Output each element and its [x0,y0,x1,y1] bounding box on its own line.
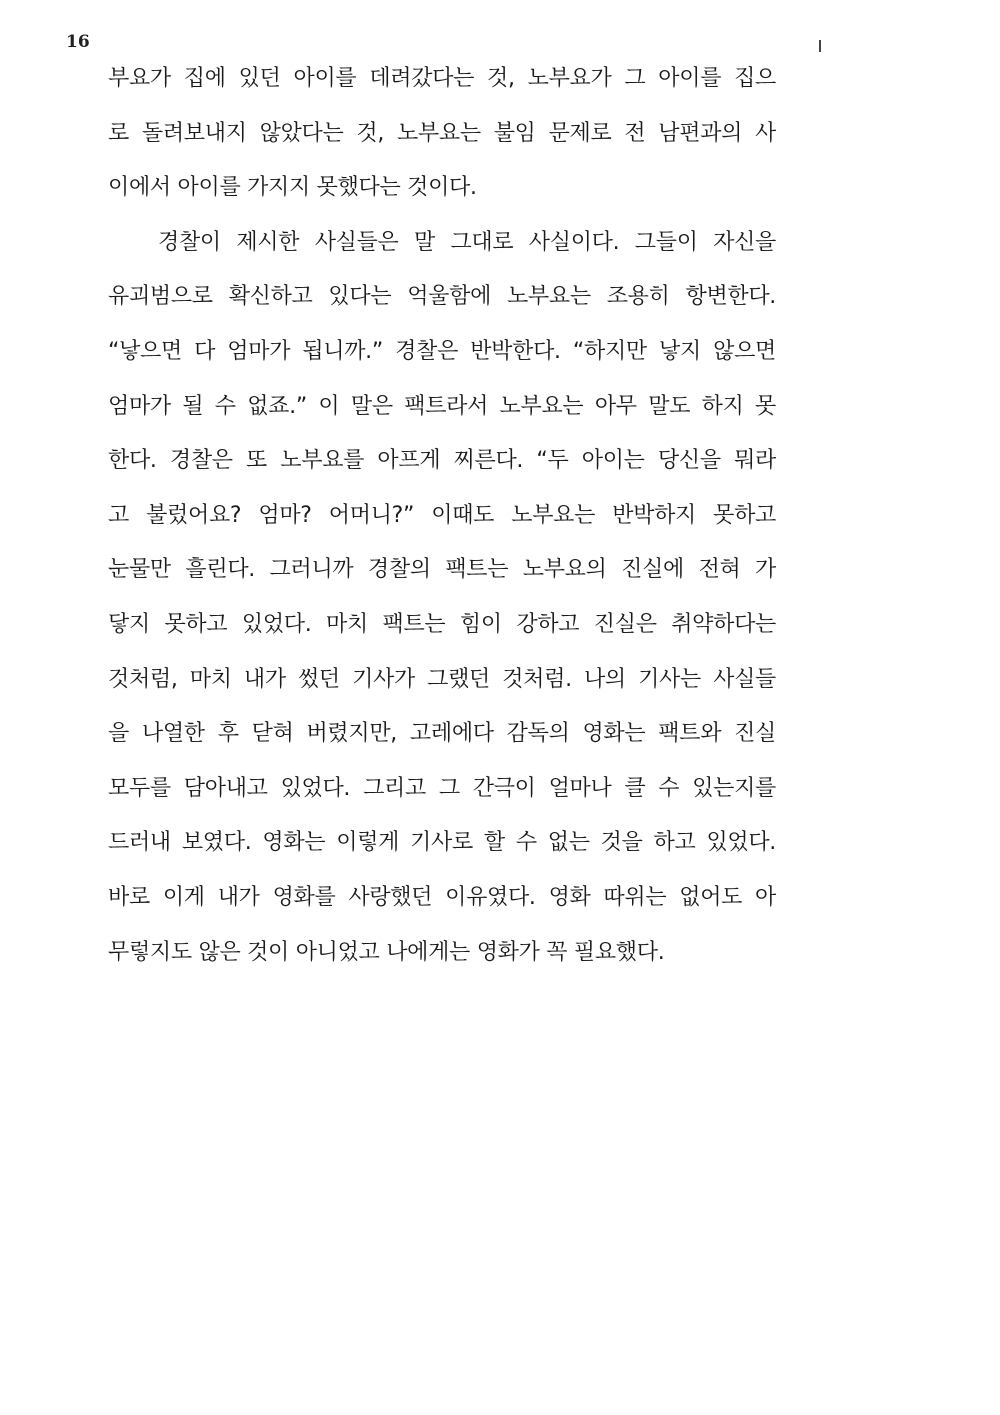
body-text [108,52,776,980]
text-line: 눈물만 흘린다. 그러니까 경찰의 팩트는 노부요의 진실에 전혀 가 [108,557,776,583]
corner-mark [819,40,821,52]
text-line: 로 돌려보내지 않았다는 것, 노부요는 불임 문제로 전 남편과의 사 [108,120,776,146]
text-line: 을 나열한 후 닫혀 버렸지만, 고레에다 감독의 영화는 팩트와 진실 [108,721,776,747]
text-line: 부요가 집에 있던 아이를 데려갔다는 것, 노부요가 그 아이를 집으 [108,66,776,91]
text-line: 한다. 경찰은 또 노부요를 아프게 찌른다. “두 아이는 당신을 뭐라 [108,448,776,474]
text-line: 드러내 보였다. 영화는 이렇게 기사로 할 수 없는 것을 하고 있었다. [108,830,776,856]
text-line: 모두를 담아내고 있었다. 그리고 그 간극이 얼마나 클 수 있는지를 [108,775,776,801]
text-line: 이에서 아이를 가지지 못했다는 것이다. [108,175,477,201]
text-line: 닿지 못하고 있었다. 마치 팩트는 힘이 강하고 진실은 취약하다는 [108,611,776,637]
text-line: 무렇지도 않은 것이 아니었고 나에게는 영화가 꼭 필요했다. [108,939,665,965]
paragraph-start-line: 경찰이 제시한 사실들은 말 그대로 사실이다. 그들이 자신을 [158,229,776,255]
text-line: 것처럼, 마치 내가 썼던 기사가 그랬던 것처럼. 나의 기사는 사실들 [108,666,776,692]
page-number: 16 [66,32,90,52]
text-line: 고 불렀어요? 엄마? 어머니?” 이때도 노부요는 반박하지 못하고 [108,502,776,528]
text-line: 유괴범으로 확신하고 있다는 억울함에 노부요는 조용히 항변한다. [108,284,776,310]
text-line: “낳으면 다 엄마가 됩니까.” 경찰은 반박한다. “하지만 낳지 않으면 [108,338,776,364]
text-line: 엄마가 될 수 없죠.” 이 말은 팩트라서 노부요는 아무 말도 하지 못 [108,393,776,419]
text-line: 바로 이게 내가 영화를 사랑했던 이유였다. 영화 따위는 없어도 아 [108,884,776,910]
